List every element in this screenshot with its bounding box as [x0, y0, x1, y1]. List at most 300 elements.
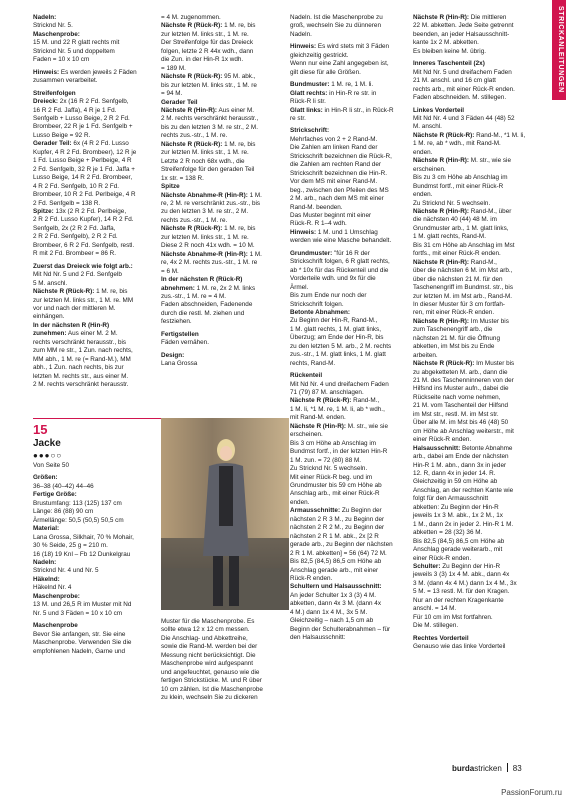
text-line: Bis zu 3 cm Höhe ab Anschlag im	[413, 174, 508, 182]
text-line: Bis zum Ende nur noch der	[290, 292, 367, 300]
text-line: abketten, im Mst bis zu Ende	[413, 343, 495, 351]
text-line: 71 (79) 87 M. anschlagen.	[290, 389, 364, 397]
text-line: beenden, an jeder Halsausschnitt-	[413, 30, 510, 38]
text-line: Gerader Teil	[161, 98, 198, 106]
text-line: Rand-M. beenden.	[290, 203, 343, 211]
text-line: R mit 2 Fd. Brombeer = 86 R.	[33, 250, 117, 258]
text-line: zu klein, wechseln Sie zu dickeren	[161, 694, 258, 702]
text-line: Senfgelb + Lusso Beige, 2 R 2 Fd.	[33, 114, 130, 122]
text-line: ab * 10x für das Rückenteil und die	[290, 266, 389, 274]
text-line: 5 M. = 13 restl. M. für den Kragen.	[413, 588, 510, 596]
text-line: Maschenprobe wird aufgespannt	[161, 660, 254, 668]
text-line: Maschenprobe:	[33, 592, 80, 600]
text-line: Halsausschnitt: Betonte Abnahme	[413, 444, 513, 452]
text-line: abketten, dann 4x 3 M. (dann 4x	[290, 600, 381, 608]
text-line: re, 2 M. re verschränkt zus.-str., bis	[161, 199, 261, 207]
text-line: 4 R 2 Fd. Senfgelb, 10 R 2 Fd.	[33, 182, 120, 190]
text-line: Messung nicht berücksichtigt. Die	[161, 651, 256, 659]
text-line: Strickschrift folgen.	[290, 300, 344, 308]
text-line: Nur an der rechten Kragenkante	[413, 596, 504, 604]
text-line: Bundmst fortf., mit einer Rück-R	[413, 182, 504, 190]
text-line: Armausschnitte: Zu Beginn der	[290, 507, 382, 515]
text-line: durch die restl. M. ziehen und	[161, 309, 245, 317]
text-line: 2 Fd. Senfgelb = 138 R.	[33, 199, 101, 207]
text-line: Gleichzeitig – nach 1,5 cm ab	[290, 617, 374, 625]
col1-sizes	[33, 474, 161, 618]
brand-bold: burda	[452, 764, 475, 773]
text-line: zu abgeketteten M. arb., dann die	[413, 368, 508, 376]
text-line: fertigen Strickstücke. M. und R über	[161, 677, 262, 685]
text-line: letzten M. rechts str., aus einer M.	[33, 372, 129, 380]
text-line: Brombeer, 22 R je 1 Fd. Senfgelb +	[33, 123, 133, 131]
text-line: Maschenprobe:	[33, 30, 80, 38]
model-photo	[161, 418, 289, 610]
col2-triangle-cont	[161, 14, 289, 327]
page-footer	[452, 763, 522, 773]
text-line: arb., dabei am Ende der nächsten	[413, 453, 509, 461]
text-line: Fertigstellen	[161, 330, 199, 338]
text-line: zunehmen: Aus einer M. 2 M.	[33, 330, 118, 338]
col1-gauge-intro	[33, 622, 161, 656]
text-line: Bevor Sie anfangen, str. Sie eine	[33, 630, 126, 638]
text-line: Anschlag arb., mit einer Rück-R	[290, 490, 380, 498]
text-line: Nadeln:	[33, 14, 57, 21]
page-reference: Von Seite 50	[33, 462, 69, 469]
text-line: Grundmuster bis 59 cm Höhe ab	[290, 482, 382, 490]
section-tab-label: STRICKANLEITUNGEN	[557, 6, 564, 93]
column-4	[413, 14, 535, 656]
text-line: In der nächsten R (Hin-R)	[33, 321, 110, 329]
text-line: und angefeuchtet, genauso wie die	[161, 668, 260, 676]
text-line: rechts arb., mit einer Rück-R enden.	[413, 85, 515, 93]
text-line: Größen:	[33, 474, 58, 482]
col4-left-front	[413, 107, 535, 631]
col3-needles	[290, 14, 408, 39]
text-line: Nächste R (Hin-R): Die mittleren	[413, 14, 507, 21]
text-line: mit Rand-M. enden.	[290, 414, 346, 422]
text-line: Hinweis: Es wird stets mit 3 Fäden	[290, 43, 390, 51]
col3-patterns	[290, 81, 408, 123]
text-line: re str.	[290, 114, 306, 122]
text-line: Das Muster beginnt mit einer	[290, 211, 372, 219]
text-line: zu den letzten 3 M. re str., 2 M.	[161, 208, 249, 216]
text-line: Die M. stillegen.	[413, 622, 459, 630]
text-line: Brombeer, 6 R 2 Fd. Senfgelb, restl.	[33, 241, 135, 249]
text-line: Anschlag, an der rechten Kante wie	[413, 486, 514, 494]
text-line: nächsten 2 R 3 M., zu Beginn der	[290, 515, 385, 523]
text-line: = 4 M. zugenommen.	[161, 14, 221, 21]
text-line: Rück-R. R 1–4 wdh.	[290, 220, 347, 228]
text-line: Maschenprobe	[33, 622, 78, 630]
text-line: 2 R 2 Fd. Senfgelb), 2 R 2 Fd.	[33, 233, 118, 241]
text-line: Länge: 86 (88) 90 cm	[33, 508, 94, 516]
text-line: Überzug; am Ende der Hin-R, bis	[290, 334, 384, 342]
text-line: Taschenengriff im Bundmst. str., bis	[413, 284, 514, 292]
text-line: Gerader Teil: 6x (4 R 2 Fd. Lusso	[33, 140, 129, 148]
text-line: 15 M. und 22 R glatt rechts mit	[33, 39, 120, 47]
text-line: Mehrfaches von 2 + 2 Rand-M.	[290, 135, 378, 143]
text-line: MM abh., 1 M. re (= Rand-M.), MM	[33, 355, 131, 363]
text-line: zum Taschenengriff arb., die	[413, 326, 493, 334]
col3-base	[290, 250, 408, 368]
text-line: Rückseite nach vorne nehmen,	[413, 393, 501, 401]
text-line: Nächste R (Rück-R): Im Muster bis	[413, 360, 515, 368]
watermark: PassionForum.ru	[501, 788, 562, 797]
text-line: Design:	[161, 351, 185, 359]
text-line: 30 % Seide, 25 g = 210 m.	[33, 542, 108, 550]
text-line: Hinweis: Es werden jeweils 2 Fäden	[33, 68, 137, 76]
text-line: Kupfer, 4 R 2 Fd. Brombeer), 12 R je	[33, 148, 137, 156]
col4-neck	[413, 14, 535, 56]
text-line: folgen, letzte 2 R 44x wdh., dann	[161, 47, 254, 55]
column-2	[161, 14, 289, 373]
text-line: Bundmuster: 1 M. re, 1 M. li.	[290, 81, 374, 89]
text-line: Faden abschneiden. M. stillegen.	[413, 94, 507, 102]
text-line: Die Anschlag- und Abkettreihe,	[161, 634, 248, 642]
text-line: Vorderteile wdh. und 9x für die	[290, 275, 376, 283]
column-3	[290, 14, 408, 647]
text-line: Glatt rechts: in Hin-R re str. in	[290, 89, 377, 97]
text-line: 1 Fd. Lusso Beige + Perlbeige, 4 R	[33, 157, 132, 165]
text-line: = 94 M.	[161, 90, 183, 98]
text-line: gilt diese für alle Größen.	[290, 68, 361, 76]
text-line: abketten: Zu Beginn der Hin-R	[413, 503, 499, 511]
text-line: Betonte Abnahmen:	[290, 308, 351, 316]
text-line: Rück-R enden.	[290, 575, 333, 582]
text-line: die nächsten 40 (44) 48 M. im	[413, 216, 497, 224]
text-line: erscheinen.	[413, 165, 446, 173]
text-line: Faden = 10 x 10 cm	[33, 56, 90, 64]
text-line: Nächste R (Hin-R): Rand-M., über	[413, 207, 512, 215]
text-line: 1 M., dann 2x in jeder 2. Hin-R 1 M.	[413, 520, 514, 528]
text-line: Nächste R (Rück-R): 1 M. re, bis	[33, 288, 128, 296]
text-line: sollte etwa 12 x 12 cm messen.	[161, 626, 250, 634]
text-line: 2 R 1 M. abketten] = 56 (64) 72 M.	[290, 549, 387, 557]
col2-gauge-text	[161, 618, 289, 707]
col3-hint	[290, 43, 408, 77]
text-line: 21 M. anschl. und 16 cm glatt	[413, 77, 496, 85]
text-line: zus.-str., 1 M. glatt links, 1 M. glatt	[290, 351, 386, 359]
text-line: Nächste R (Hin-R): M. str., wie sie	[290, 422, 388, 430]
text-line: Senfgelb, 2x (2 R 2 Fd. Jaffa,	[33, 224, 116, 232]
text-line: sowie die Rand-M. werden bei der	[161, 643, 258, 651]
text-line: Zu Stricknd Nr. 5 wechseln.	[290, 465, 368, 473]
text-line: Nr. 5 und 3 Fäden = 10 x 10 cm	[33, 609, 123, 617]
text-line: Mit einer Rück-R beg. und im	[290, 473, 373, 481]
text-line: Nächste R (Hin-R): M. str., wie sie	[413, 157, 511, 165]
text-line: über die nächsten 6 M. im Mst arb.,	[413, 267, 513, 275]
text-line: Bis 82,5 (84,5) 86,5 cm Höhe ab	[290, 558, 382, 566]
difficulty-dots: ●●●○○	[33, 451, 63, 460]
col2-gauge	[161, 618, 289, 703]
text-line: Nächste R (Hin-R): Rand-M.,	[413, 258, 497, 266]
pattern-title: Jacke	[33, 438, 61, 449]
text-line: Mit Nd Nr. 4 und dreifachem Faden	[290, 380, 389, 388]
text-line: einer Rück-R enden.	[413, 554, 472, 562]
text-line: groß, wechseln Sie zu dünneren	[290, 22, 381, 30]
text-line: Hin-R 1 M. abn., dann 3x in jeder	[413, 461, 507, 469]
text-line: abnehmen: 1 M. re, 2x 2 M. links	[161, 284, 256, 292]
text-line: 21 M. vom Taschenteil der Hilfsnd	[413, 402, 509, 410]
text-line: Grundmuster: "für 16 R der	[290, 249, 370, 257]
text-line: Gleichzeitig in 59 cm Höhe ab	[413, 478, 498, 486]
text-line: 2 R 2 Fd. Lusso Kupfer), 14 R 2 Fd.	[33, 216, 134, 224]
text-line: 2 Fd. Senfgelb, 32 R je 1 Fd. Jaffa +	[33, 165, 135, 173]
text-line: Der Streifenfolge für das Dreieck	[161, 39, 254, 47]
text-line: Schultern und Halsausschnitt:	[290, 583, 382, 591]
text-line: Zu Beginn der Hin-R, Rand-M.,	[290, 317, 378, 325]
text-line: Nadeln:	[33, 558, 57, 566]
col3-back	[290, 372, 408, 643]
text-line: jeweils 3 (3) 1x 4 M. abk., dann 4x	[413, 571, 510, 579]
text-line: Bis 82,5 (84,5) 86,5 cm Höhe ab	[413, 537, 505, 545]
text-line: 16 R 2 Fd. Jaffa), 4 R je 1 Fd.	[33, 106, 117, 114]
text-line: Die Zahlen am linken Rand der	[290, 144, 378, 152]
text-line: Lusso Beige, 14 R 2 Fd. Brombeer,	[33, 174, 133, 182]
text-line: Linkes Vorderteil	[413, 106, 465, 114]
section-divider	[33, 418, 161, 419]
text-line: bis zur letzten M. links str., 1 M. re	[161, 81, 257, 89]
text-line: 1x str. = 138 R.	[161, 174, 204, 182]
text-line: Für 10 cm im Mst fortfahren.	[413, 613, 493, 621]
text-line: Stricknd Nr. 5 und doppeltem	[33, 47, 115, 55]
text-line: 10 cm zählen. Ist die Maschenprobe	[161, 685, 263, 693]
text-line: Strickschrift bezeichnen die Rück-R,	[290, 152, 392, 160]
text-line: Diese 2 R noch 41x wdh. = 10 M.	[161, 242, 255, 250]
pattern-15-header	[33, 421, 161, 660]
text-line: Ärmel.	[290, 283, 309, 291]
text-line: abh., 1 Zun. nach rechts, bis zur	[33, 364, 124, 372]
text-line: Nächste R (Rück-R): 1 M. re, bis	[161, 140, 256, 148]
text-line: Dreieck: 2x (16 R 2 Fd. Senfgelb,	[33, 98, 129, 106]
text-line: Beginn der Schulterabnahmen – für	[290, 625, 391, 633]
text-line: Schulter: Zu Beginn der Hin-R	[413, 563, 501, 570]
model-figure	[199, 436, 253, 610]
text-line: die Zun. in der Hin-R 1x wdh.	[161, 56, 244, 64]
text-line: Nächste R (Rück-R): 1 M. re, bis	[161, 225, 256, 233]
text-line: Häkelnd:	[33, 575, 60, 583]
col4-pocket	[413, 60, 535, 102]
text-line: Strickschrift folgen, 6 R glatt rechts,	[290, 258, 390, 266]
text-line: 1 M. re, ab * wdh., mit Rand-M.	[413, 140, 501, 148]
col1-needles	[33, 14, 161, 65]
text-line: Zuerst das Dreieck wie folgt arb.:	[33, 262, 133, 270]
text-line: zu den letzten 5 M. arb., 2 M. rechts	[290, 342, 392, 350]
text-line: enden.	[413, 148, 433, 156]
text-line: Stricknd Nr. 5.	[33, 22, 73, 30]
text-line: zur letzten M. links str., 1 M. re.	[161, 149, 249, 157]
text-line: werden wie eine Masche behandelt.	[290, 237, 392, 245]
text-line: re, 4x 2 M. rechts zus.-str., 1 M. re	[161, 259, 258, 267]
text-line: abketten = 28 (32) 36 M.	[413, 529, 483, 537]
text-line: 2 M. arb., nach dem MS mit einer	[290, 195, 384, 203]
text-line: Stricknd Nr. 4 und Nr. 5	[33, 567, 99, 575]
text-line: gleichzeitig gestrickt.	[290, 51, 349, 59]
text-line: Rechtes Vorderteil	[413, 634, 469, 642]
text-line: Nächste Abnahme-R (Hin-R): 1 M.	[161, 250, 262, 258]
text-line: Lusso Beige = 92 R.	[33, 131, 91, 139]
text-line: 2 M. rechts verschränkt herausstr.	[33, 381, 129, 389]
text-line: Nadeln. Ist die Maschenprobe zu	[290, 14, 383, 21]
text-line: vor und nach der mittleren M.	[33, 304, 116, 312]
text-line: den Halsausschnitt:	[290, 634, 346, 642]
text-line: = 189 M.	[161, 64, 186, 72]
text-line: 5 M. anschl.	[33, 279, 68, 287]
text-line: anschl. = 14 M.	[413, 605, 457, 613]
text-line: nächsten 2 R 2 M., zu Beginn der	[290, 524, 385, 532]
pattern-number: 15	[33, 422, 48, 437]
text-line: Strickschrift:	[290, 127, 330, 135]
text-line: Material:	[33, 525, 60, 533]
text-line: An jeder Schulter 1x 3 (3) 4 M.	[290, 591, 377, 599]
text-line: Fertige Größe:	[33, 491, 77, 499]
text-line: nächsten 21 M. für die Öffnung	[413, 334, 500, 342]
text-line: M. anschl.	[413, 123, 442, 131]
text-line: rechts verschränkt herausstr., bis	[33, 338, 127, 346]
text-line: Nächste R (Hin-R): Aus einer M.	[161, 106, 255, 114]
text-line: Anschlag gerade weiterarb., mit	[413, 546, 503, 554]
text-line: festziehen.	[161, 318, 192, 326]
text-line: Rückenteil	[290, 372, 323, 380]
section-tab	[552, 0, 566, 100]
text-line: Brombeer, 10 R 2 Fd. Perlbeige, 4 R	[33, 191, 136, 199]
text-line: Über alle M. im Mst bis 46 (48) 50	[413, 419, 509, 427]
text-line: nächsten 2 R 1 M. abk., 2x [2 R	[290, 532, 379, 540]
text-line: 13 M. und 26,5 R im Muster mit Nd	[33, 601, 132, 609]
text-line: Bundmst fortf., in der letzten Hin-R	[290, 448, 388, 456]
text-line: zur letzten M. links str., 1 M. re.	[161, 233, 249, 241]
text-line: enden.	[413, 191, 433, 199]
text-line: Bis 31 cm Höhe ab Anschlag im Mst	[413, 241, 515, 249]
text-line: über die nächsten 21 M. für den	[413, 275, 503, 283]
text-line: zum MM re str., 1 Zun. nach rechts,	[33, 347, 133, 355]
text-line: Inneres Taschenteil (2x)	[413, 60, 485, 68]
text-line: jeweils 1x 3 M. abk., 1x 2 M., 1x	[413, 512, 503, 520]
text-line: Mit Nd Nr. 5 und 2 Fd. Senfgelb	[33, 271, 122, 279]
text-line: erscheinen.	[290, 431, 323, 439]
text-line: enden.	[290, 498, 310, 506]
col1-hint	[33, 69, 161, 86]
text-line: Nächste R (Rück-R): 95 M. abk.,	[161, 73, 256, 81]
text-line: Lana Grossa	[161, 360, 198, 368]
text-line: Nächste Abnahme-R (Hin-R): 1 M.	[161, 191, 262, 199]
text-line: Streifenfolgen	[33, 89, 76, 97]
text-line: Faden abschneiden, Fadenende	[161, 301, 253, 309]
text-line: Nächste R (Rück-R): Rand-M., *1 M. li,	[413, 131, 526, 139]
text-line: die Zahlen am rechten Rand der	[290, 161, 381, 169]
text-line: 1 M. zun. = 72 (80) 88 M.	[290, 456, 362, 464]
text-line: Lana Grossa, Silkhair, 70 % Mohair,	[33, 533, 134, 541]
text-line: Streifenfolge für den geraden Teil	[161, 166, 255, 174]
text-line: Mit Nd Nr. 5 und dreifachem Faden	[413, 68, 512, 76]
text-line: Brustumfang: 113 (125) 137 cm	[33, 499, 122, 507]
text-line: In der nächsten R (Rück-R)	[161, 276, 243, 284]
text-line: zur letzten M. im Mst arb., Rand-M.	[413, 292, 513, 300]
text-line: Mit Nd Nr. 4 und 3 Fäden 44 (48) 52	[413, 114, 515, 122]
text-line: zus.-str., 1 M. re = 4 M.	[161, 292, 227, 300]
col1-triangle	[33, 263, 161, 390]
column-1	[33, 14, 161, 393]
text-line: 36–38 (40–42) 44–46	[33, 482, 94, 490]
text-line: rechts, Rand-M.	[290, 359, 336, 367]
text-line: 1 M. glatt rechts, 1 M. glatt links,	[290, 325, 381, 333]
text-line: rechts zus.-str., 1 M. re.	[161, 216, 228, 224]
text-line: cm Höhe ab Anschlag weiterstr., mit	[413, 427, 514, 435]
text-line: einer Rück-R enden.	[413, 436, 472, 444]
text-line: 4 M.) dann 1x 4 M., 3x 5 M.	[290, 608, 368, 616]
footer-separator	[507, 763, 508, 772]
text-line: Anschlag gerade arb., mit einer	[290, 566, 379, 574]
text-line: zur letzten M. links str., 1 M. re.	[161, 30, 249, 38]
col1-stripes	[33, 90, 161, 259]
text-line: 1 M. glatt rechts, Rand-M.	[413, 233, 486, 241]
text-line: Ärmellänge: 50,5 (50,5) 50,5 cm	[33, 516, 124, 524]
text-line: kante 1x 2 M. abketten.	[413, 39, 479, 47]
col2-finishing	[161, 331, 289, 348]
text-line: 16 (18) 19 Knl – Fb 12 Dunkelgrau	[33, 550, 131, 558]
text-line: 3 M. (dann 4x 4 M.) dann 1x 4 M., 3x	[413, 579, 517, 587]
text-line: Wenn nur eine Zahl angegeben ist,	[290, 60, 389, 68]
text-line: Zu Stricknd Nr. 5 wechseln.	[413, 199, 491, 207]
text-line: 21 M. des Taschenninneren von der	[413, 377, 514, 385]
text-line: 1 M. li, *1 M. re, 1 M. li, ab * wdh.,	[290, 405, 385, 413]
text-line: Letzte 2 R noch 68x wdh., die	[161, 157, 245, 165]
page-number: 83	[512, 764, 522, 773]
text-line: arbeiten.	[413, 351, 438, 359]
text-line: folgt für den Armausschnitt	[413, 495, 489, 503]
text-line: Spitze: 13x (2 R 2 Fd. Perlbeige,	[33, 207, 127, 215]
text-line: rechts zus.-str., 1 M. re.	[161, 132, 228, 140]
text-line: beg., zwischen den Pfeilen des MS	[290, 186, 389, 194]
text-line: fortfs., mit einer Rück-R enden.	[413, 250, 501, 258]
text-line: Vor dem MS mit einer Rand-M.	[290, 178, 378, 186]
text-line: Strickschrift bezeichnen die Hin-R.	[290, 169, 387, 177]
text-line: Bis 3 cm Höhe ab Anschlag im	[290, 439, 377, 447]
col4-right-front	[413, 635, 535, 652]
text-line: ren, mit einer Rück-R enden.	[413, 309, 495, 317]
text-line: Maschenprobe. Verwenden Sie die	[33, 639, 132, 647]
brand-rest: stricken	[474, 764, 502, 773]
text-line: Nächste R (Rück-R): Rand-M.,	[290, 397, 380, 405]
text-line: Genauso wie das linke Vorderteil	[413, 643, 506, 651]
col3-chart	[290, 127, 408, 245]
col2-design	[161, 352, 289, 369]
text-line: Nächste R (Rück-R): 1 M. re, bis	[161, 22, 256, 30]
text-line: 22 M. abketten. Jede Seite getrennt	[413, 22, 514, 30]
text-line: Fäden vernähen.	[161, 339, 209, 347]
text-line: Muster für die Maschenprobe. Es	[161, 618, 255, 625]
text-line: Häkelnd Nr. 4	[33, 584, 72, 592]
text-line: Hilfsnd ins Muster aufn., dabei die	[413, 385, 509, 393]
text-line: Nächste R (Hin-R): Im Muster bis	[413, 317, 509, 325]
text-line: zusammen verarbeitet.	[33, 77, 98, 85]
text-line: bis zu den letzten 3 M. re str., 2 M.	[161, 123, 258, 131]
text-line: = 6 M.	[161, 267, 179, 275]
text-line: Hinweis: 1 M. und 1 Umschlag	[290, 228, 378, 236]
text-line: Spitze	[161, 183, 180, 191]
text-line: einhängen.	[33, 313, 65, 321]
text-line: Grundmuster arb., 1 M. glatt links,	[413, 224, 509, 232]
text-line: gerade arb., zu Beginn der nächsten	[290, 541, 393, 549]
text-line: Es bleiben keine M. übrig.	[413, 47, 486, 55]
text-line: In dieser Muster für 3 cm fortfah-	[413, 300, 506, 308]
text-line: im Mst str., restl. M. im Mst str.	[413, 410, 499, 418]
text-line: 2 M. rechts verschränkt herausstr.,	[161, 115, 259, 123]
text-line: zur letzten M. links str., 1 M. re. MM	[33, 296, 134, 304]
text-line: Glatt links: in Hin-R li str., in Rück-R	[290, 106, 394, 114]
text-line: 12. R, dann 4x in jeder 14. R.	[413, 470, 496, 478]
text-line: empfohlenen Nadeln, Garne und	[33, 647, 126, 655]
